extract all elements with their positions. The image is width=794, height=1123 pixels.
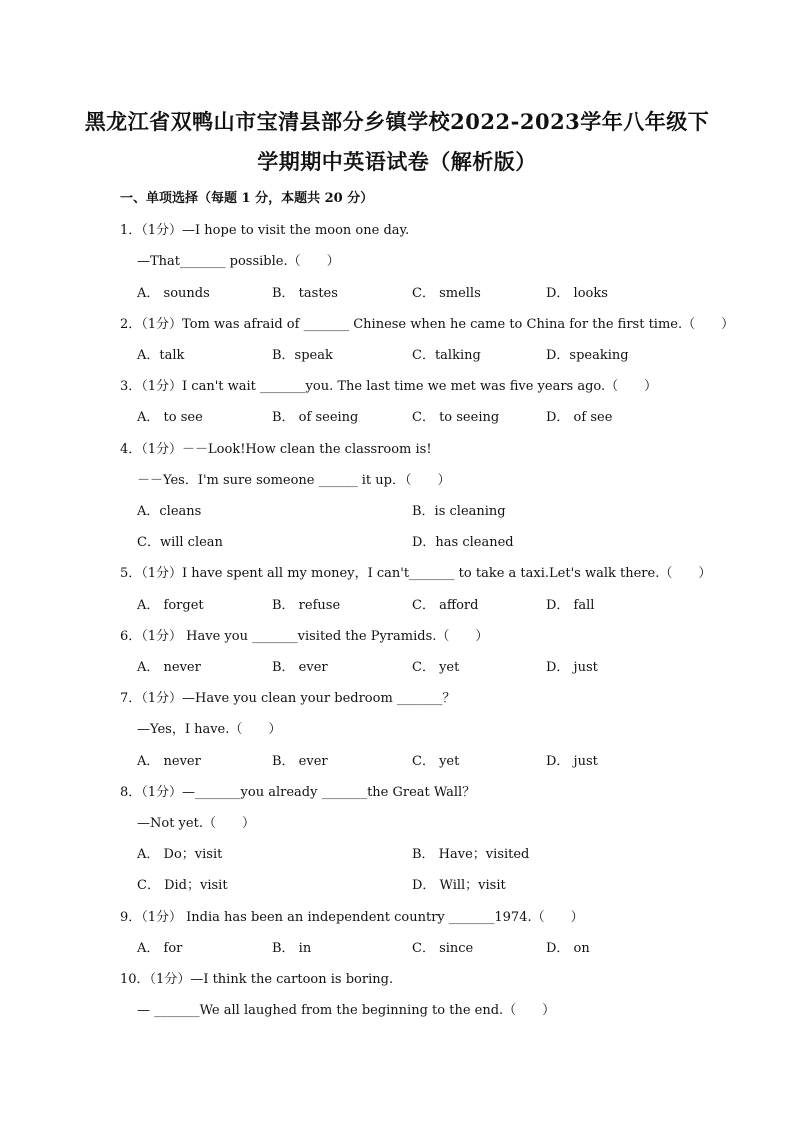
question-1-option-c: C． smells xyxy=(412,286,481,301)
question-8-option-a: A． Do；visit xyxy=(137,847,223,862)
question-9: 9．（1分） India has been an independent country _______1974.（ ） xyxy=(120,910,584,925)
question-7: 7．（1分）—Have you clean your bedroom _______？ xyxy=(120,691,456,706)
question-9-option-c: C． since xyxy=(412,941,474,956)
question-2-option-d: D．speaking xyxy=(546,348,629,363)
question-5-option-c: C． afford xyxy=(412,598,479,613)
question-5-option-b: B． refuse xyxy=(272,598,341,613)
question-7-option-d: D． just xyxy=(546,754,598,769)
question-7-reply: —Yes，I have.（ ） xyxy=(137,722,282,737)
question-1-option-a: A． sounds xyxy=(137,286,210,301)
question-7-option-a: A． never xyxy=(137,754,201,769)
question-4-option-b: B．is cleaning xyxy=(412,504,506,519)
question-8: 8．（1分）—_______you already _______the Great Wall？ xyxy=(120,785,476,800)
question-1-reply: —That_______ possible.（ ） xyxy=(137,254,340,269)
question-2: 2．（1分）Tom was afraid of _______ Chinese when he came to China for the first time.（ ） xyxy=(120,317,735,332)
question-1-option-d: D． looks xyxy=(546,286,608,301)
question-3-option-c: C． to seeing xyxy=(412,410,500,425)
question-7-option-c: C． yet xyxy=(412,754,460,769)
question-6-option-d: D． just xyxy=(546,660,598,675)
question-1: 1．（1分）—I hope to visit the moon one day. xyxy=(120,223,410,238)
question-4-option-c: C．will clean xyxy=(137,535,223,550)
question-9-option-b: B． in xyxy=(272,941,312,956)
question-6-option-a: A． never xyxy=(137,660,201,675)
question-7-option-b: B． ever xyxy=(272,754,328,769)
question-8-option-c: C． Did；visit xyxy=(137,878,228,893)
question-2-option-a: A．talk xyxy=(137,348,185,363)
question-4-option-a: A．cleans xyxy=(137,504,202,519)
question-6-option-b: B． ever xyxy=(272,660,328,675)
question-3-option-d: D． of see xyxy=(546,410,613,425)
section-heading: 一、单项选择（每题 1 分，本题共 20 分） xyxy=(120,191,374,206)
question-6-option-c: C． yet xyxy=(412,660,460,675)
question-3: 3．（1分）I can't wait _______you. The last time we met was five years ago.（ ） xyxy=(120,379,658,394)
question-5: 5．（1分）I have spent all my money，I can't_______ to take a taxi.Let's walk there.（ ） xyxy=(120,566,712,581)
question-3-option-a: A． to see xyxy=(137,410,203,425)
question-9-option-d: D． on xyxy=(546,941,590,956)
question-8-reply: —Not yet.（ ） xyxy=(137,816,255,831)
question-9-option-a: A． for xyxy=(137,941,183,956)
question-3-option-b: B． of seeing xyxy=(272,410,359,425)
question-5-option-a: A． forget xyxy=(137,598,204,613)
question-4-reply: －－Yes．I'm sure someone ______ it up．（ ） xyxy=(137,473,451,488)
question-2-option-b: B．speak xyxy=(272,348,333,363)
question-1-option-b: B． tastes xyxy=(272,286,338,301)
question-10-reply: — _______We all laughed from the beginning to the end.（ ） xyxy=(137,1003,556,1018)
question-4: 4．（1分）－－Look!How clean the classroom is! xyxy=(120,442,432,457)
document-title-line2: 学期期中英语试卷（解析版） xyxy=(257,149,537,174)
question-2-option-c: C．talking xyxy=(412,348,481,363)
question-6: 6．（1分） Have you _______visited the Pyramids.（ ） xyxy=(120,629,489,644)
question-10: 10．（1分）—I think the cartoon is boring. xyxy=(120,972,394,987)
question-5-option-d: D． fall xyxy=(546,598,595,613)
question-8-option-d: D． Will；visit xyxy=(412,878,506,893)
question-8-option-b: B． Have；visited xyxy=(412,847,530,862)
document-title-line1: 黑龙江省双鸭山市宝清县部分乡镇学校2022-2023学年八年级下 xyxy=(84,109,710,134)
question-4-option-d: D．has cleaned xyxy=(412,535,514,550)
